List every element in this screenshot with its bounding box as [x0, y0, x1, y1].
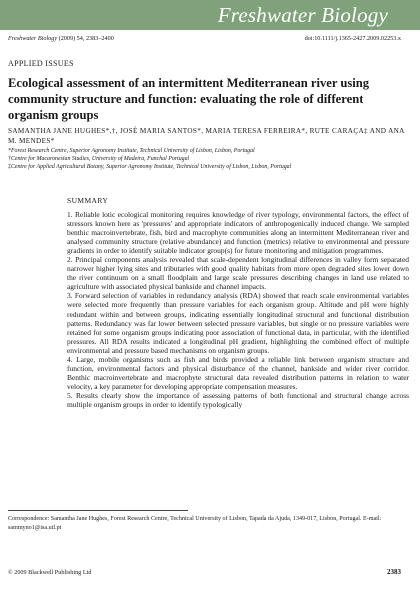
citation-journal: Freshwater Biology: [8, 35, 58, 42]
summary-paragraph: 4. Large, mobile organisms such as fish and birds provided a reliable link between organism structure and function, environmental factors and physical disturbance of the channel, bankside and wider river corridor. Benthic macroinvertebrate and macrophyte structural data revealed distribution patterns in relation to water velocity, a key parameter for developing appropriate compensation measures.: [67, 354, 409, 391]
journal-banner: [0, 0, 420, 30]
affiliation: ‡Centre for Applied Agricultural Botany, Superior Agronomy Institute, Technical University of Lisbon, Lisbon, Portugal: [8, 164, 292, 170]
copyright-notice: © 2009 Blackwell Publishing Ltd: [8, 569, 92, 576]
citation-details: (2009) 54, 2383–2400: [57, 35, 114, 42]
section-label: APPLIED ISSUES: [8, 59, 74, 68]
affiliation: *Forest Research Centre, Superior Agronomy Institute, Technical University of Lisbon, Lisbon, Portugal: [8, 148, 255, 154]
summary-body: [67, 210, 409, 409]
affiliations: [8, 147, 412, 171]
affiliation: †Centre for Macaronesian Studies, University of Madeira, Funchal Portugal: [8, 156, 190, 162]
summary-paragraph: 5. Results clearly show the importance of assessing patterns of both functional and structural change across multiple organism groups in order to identify typologically: [67, 390, 409, 409]
footnote-divider: [8, 510, 188, 511]
citation: [8, 35, 114, 42]
author-list: SAMANTHA JANE HUGHES*,†, JOSÉ MARIA SANTOS*, MARIA TERESA FERREIRA*, RUTE CARAÇA‡ AND ANA M. MENDES*: [8, 127, 405, 145]
journal-title: Freshwater Biology: [217, 3, 388, 27]
article-title: Ecological assessment of an intermittent Mediterranean river using community structure and function: evaluating the role of different organism groups: [8, 76, 370, 122]
summary-paragraph: 3. Forward selection of variables in redundancy analysis (RDA) showed that reach scale environmental variables were selected more frequently than pressure variables for each organism group. Altitude and pH were highly redundant within and between groups, indicating essentially longitudinal structural and functional distribution patterns. Redundancy was far lower between selected pressure variables, but single or no pressure variables were retained for some organism groups indicating poor association of functional data, in particular, with the identified pressures. All RDA results indicated a longitudinal pH gradient, highlighting the combined effect of multiple environmental and pressure based mechanisms on organism groups.: [67, 291, 409, 355]
summary-paragraph: 2. Principal components analysis revealed that scale-dependent longitudinal differences in valley form separated narrower higher lying sites and tributaries with good quality habitats from more open degraded sites lower down the river continuum on a small floodplain and large scale pressures describing changes in land use related to agriculture with associated physical bankside and channel impacts.: [67, 255, 409, 292]
page-number: 2383: [387, 568, 401, 576]
summary-paragraph: 1. Reliable lotic ecological monitoring requires knowledge of river typology, environmental factors, the effect of stressors known here as 'pressures' and appropriate indicators of anthropogenically induced change. We sampled benthic macroinvertebrate, fish, bird and macrophyte communities along an intermittent Mediterranean river and analysed community structure (relative abundance) and function (metrics) relative to environmental and pressure gradients in order to identify suitable indicator group(s) for future monitoring and mitigation programmes.: [67, 210, 409, 256]
doi: doi:10.1111/j.1365-2427.2009.02253.x: [304, 35, 401, 42]
correspondence-note: Correspondence: Samantha Jane Hughes, Forest Research Centre, Technical University of Lisbon, Tapada da Ajuda, 1349-017, Lisbon, Portugal. E-mail: sammyno1@isa.utl.pt: [8, 516, 382, 531]
summary-heading: SUMMARY: [67, 196, 109, 205]
